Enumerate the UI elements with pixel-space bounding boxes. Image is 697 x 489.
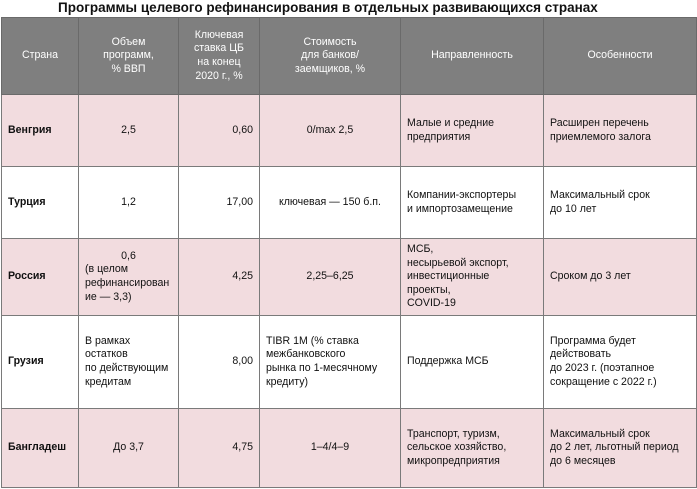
table-row <box>2 239 697 316</box>
focus-cell: Компании-экспортеры и импортозамещение <box>401 167 544 239</box>
country-cell: Бангладеш <box>2 409 79 488</box>
table-title: Программы целевого рефинансирования в отдельных развивающихся странах <box>58 0 598 15</box>
refinancing-programs-table <box>1 17 697 488</box>
features-cell: Максимальный срок до 10 лет <box>544 167 697 239</box>
country-cell: Венгрия <box>2 95 79 167</box>
key-rate-cell: 4,25 <box>179 239 260 316</box>
focus-cell: МСБ, несырьевой экспорт, инвестиционные проекты, COVID-19 <box>401 239 544 316</box>
table-row <box>2 167 697 239</box>
key-rate-cell: 17,00 <box>179 167 260 239</box>
features-cell: Расширен перечень приемлемого залога <box>544 95 697 167</box>
key-rate-cell: 8,00 <box>179 316 260 409</box>
cost-cell: 1–4/4–9 <box>260 409 401 488</box>
key-rate-cell: 4,75 <box>179 409 260 488</box>
features-cell: Максимальный срок до 2 лет, льготный период до 6 месяцев <box>544 409 697 488</box>
features-cell: Сроком до 3 лет <box>544 239 697 316</box>
cost-cell: ключевая — 150 б.п. <box>260 167 401 239</box>
table-row <box>2 316 697 409</box>
header-cost: Стоимость для банков/ заемщиков, % <box>260 18 401 95</box>
volume-note: (в целом рефинансирован ие — 3,3) <box>85 263 170 303</box>
volume-cell: 2,5 <box>79 95 179 167</box>
cost-cell: 0/max 2,5 <box>260 95 401 167</box>
cost-cell: 2,25–6,25 <box>260 239 401 316</box>
volume-cell <box>79 239 179 316</box>
focus-cell: Малые и средние предприятия <box>401 95 544 167</box>
table-row <box>2 95 697 167</box>
key-rate-cell: 0,60 <box>179 95 260 167</box>
country-cell: Россия <box>2 239 79 316</box>
header-volume: Объем программ, % ВВП <box>79 18 179 95</box>
volume-cell: До 3,7 <box>79 409 179 488</box>
focus-cell: Поддержка МСБ <box>401 316 544 409</box>
header-key-rate: Ключевая ставка ЦБ на конец 2020 г., % <box>179 18 260 95</box>
country-cell: Турция <box>2 167 79 239</box>
volume-value: 0,6 <box>121 249 136 262</box>
country-cell: Грузия <box>2 316 79 409</box>
focus-cell: Транспорт, туризм, сельское хозяйство, микропредприятия <box>401 409 544 488</box>
header-country: Страна <box>2 18 79 95</box>
table-row <box>2 409 697 488</box>
header-features: Особенности <box>544 18 697 95</box>
volume-cell: В рамках остатков по действующим кредитам <box>79 316 179 409</box>
header-row <box>2 18 697 95</box>
volume-cell: 1,2 <box>79 167 179 239</box>
header-focus: Направленность <box>401 18 544 95</box>
cost-cell: TIBR 1M (% ставка межбанковского рынка по 1-месячному кредиту) <box>260 316 401 409</box>
features-cell: Программа будет действовать до 2023 г. (поэтапное сокращение с 2022 г.) <box>544 316 697 409</box>
